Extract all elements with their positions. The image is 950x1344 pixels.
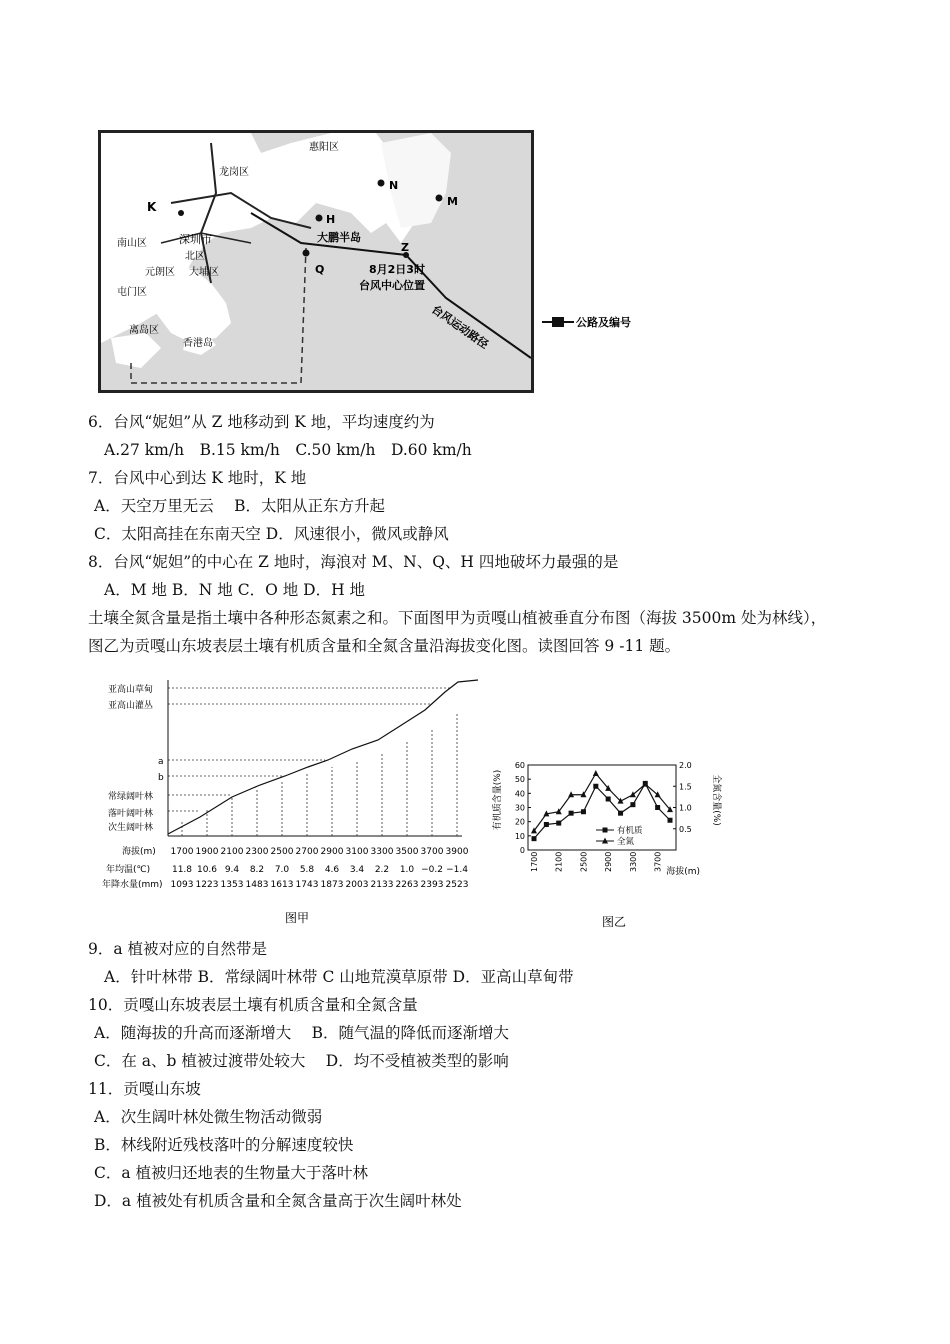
precip-value: 2003	[345, 880, 369, 890]
altitude-tick: 1900	[195, 847, 219, 857]
temp-row-label: 年均温(℃)	[106, 865, 151, 875]
q6-stem: 6．台风“妮妲”从 Z 地移动到 K 地，平均速度约为	[88, 413, 435, 431]
temp-value: 3.4	[349, 865, 365, 875]
point-M	[436, 195, 443, 202]
temp-value: 9.4	[224, 865, 240, 875]
precip-row-label: 年降水量(mm)	[102, 880, 163, 890]
altitude-tick: 3500	[395, 847, 419, 857]
label-luohu: 北区	[185, 251, 205, 262]
veg-label: 次生阔叶林	[108, 823, 154, 833]
mainland-shape	[101, 133, 421, 343]
data-point	[569, 811, 574, 816]
data-point	[655, 791, 661, 797]
plot-area	[515, 761, 692, 872]
veg-label: b	[158, 773, 164, 783]
legend-label: 公路及编号	[576, 316, 631, 329]
label-Z: Z	[401, 241, 409, 254]
label-M: M	[447, 195, 458, 208]
precip-value: 1873	[320, 880, 344, 890]
altitude-tick: 3700	[420, 847, 444, 857]
altitude-tick: 2300	[245, 847, 269, 857]
data-point	[630, 791, 636, 797]
data-point	[532, 836, 537, 841]
fig-a-table	[171, 847, 469, 890]
temp-value: 7.0	[274, 865, 290, 875]
label-tunmen: 屯门区	[117, 287, 147, 298]
precip-value: 1223	[195, 880, 219, 890]
y-axis-left-label: 有机质含量(%)	[493, 769, 503, 831]
veg-label: 亚高山灌丛	[108, 701, 154, 711]
label-K: K	[147, 200, 157, 214]
altitude-row-label: 海拔(m)	[122, 847, 156, 857]
map-drawing	[101, 133, 531, 390]
x-tick-label: 2100	[554, 851, 564, 872]
figure-b	[490, 750, 725, 939]
precip-value: 2393	[420, 880, 444, 890]
veg-label: 亚高山草甸	[108, 685, 154, 695]
data-point	[618, 811, 623, 816]
lantau-island	[111, 333, 161, 368]
q10-options-cd: C．在 a、b 植被过渡带处较大 D．均不受植被类型的影响	[94, 1052, 509, 1070]
veg-guides	[168, 688, 450, 811]
precip-value: 1483	[245, 880, 269, 890]
temp-value: −0.2	[421, 865, 443, 875]
q11-stem: 11．贡嘎山东坡	[88, 1080, 201, 1098]
data-point	[593, 784, 598, 789]
intro-line1: 土壤全氮含量是指土壤中各种形态氮素之和。下面图甲为贡嘎山植被垂直分布图（海拔 3500m 处为林线），	[88, 609, 827, 627]
label-huiyang: 惠阳区	[309, 142, 339, 153]
y-axis-right-label: 全氮含量(%)	[711, 774, 721, 826]
label-Q: Q	[315, 263, 325, 276]
x-tick-label: 2500	[579, 851, 589, 872]
data-point	[606, 797, 611, 802]
y-left-tick-label: 40	[514, 789, 525, 799]
point-K	[178, 210, 184, 216]
precip-value: 2133	[370, 880, 394, 890]
data-point	[668, 818, 673, 823]
x-tick-label: 3300	[628, 851, 638, 872]
intro-line2: 图乙为贡嘎山东坡表层土壤有机质含量和全氮含量沿海拔变化图。读图回答 9 -11 题。	[88, 637, 681, 655]
data-point	[593, 770, 599, 776]
label-N: N	[389, 179, 399, 192]
q9-options: A．针叶林带 B．常绿阔叶林带 C 山地荒漠草原带 D．亚高山草甸带	[104, 968, 574, 986]
temp-value: 5.8	[299, 865, 315, 875]
temp-value: 2.2	[374, 865, 390, 875]
series-line-全氮	[534, 774, 670, 831]
precip-value: 1743	[295, 880, 319, 890]
y-left-tick-label: 10	[514, 831, 525, 841]
altitude-tick: 3900	[445, 847, 469, 857]
altitude-tick: 3100	[345, 847, 369, 857]
hk-land	[156, 268, 231, 343]
temp-value: −1.4	[446, 865, 468, 875]
map-legend	[540, 312, 650, 336]
precip-value: 1093	[170, 880, 194, 890]
y-right-tick-label: 0.5	[679, 824, 692, 834]
q11-option-d: D．a 植被处有机质含量和全氮含量高于次生阔叶林处	[94, 1192, 462, 1210]
y-left-tick-label: 50	[514, 775, 525, 785]
point-H	[316, 215, 323, 222]
figure-b-chart	[490, 750, 725, 935]
x-tick-label: 1700	[530, 851, 539, 872]
precip-value: 1353	[220, 880, 244, 890]
q7-options-ab: A．天空万里无云 B．太阳从正东方升起	[94, 497, 386, 515]
precip-value: 2523	[445, 880, 469, 890]
q6-options: A.27 km/h B.15 km/h C.50 km/h D.60 km/h	[104, 441, 472, 459]
figure-a-drawing	[100, 672, 485, 932]
label-liyang: 离岛区	[129, 325, 159, 336]
y-right-tick-label: 1.5	[679, 782, 692, 792]
q8-stem: 8．台风“妮妲”的中心在 Z 地时，海浪对 M、N、Q、H 四地破坏力最强的是	[88, 553, 619, 571]
temp-value: 8.2	[249, 865, 265, 875]
legend-drawing	[540, 312, 650, 332]
label-dapeng: 大鹏半岛	[317, 231, 361, 244]
legend-road-number-icon	[552, 317, 564, 327]
data-point	[581, 809, 586, 814]
point-N	[378, 180, 385, 187]
label-hongkong: 香港岛	[183, 338, 213, 349]
typhoon-map	[98, 130, 534, 393]
altitude-tick: 3300	[370, 847, 394, 857]
label-H: H	[326, 213, 336, 226]
temp-value: 10.6	[196, 865, 218, 875]
precip-value: 2263	[395, 880, 419, 890]
q11-option-b: B．林线附近残枝落叶的分解速度较快	[94, 1136, 354, 1154]
label-longgang: 龙岗区	[219, 167, 249, 178]
y-left-tick-label: 20	[514, 817, 525, 827]
legend-marker	[603, 828, 608, 833]
label-time: 8月2日3时	[369, 263, 425, 276]
label-center: 台风中心位置	[359, 279, 425, 292]
q9-stem: 9．a 植被对应的自然带是	[88, 940, 268, 958]
y-right-tick-label: 1.0	[679, 803, 692, 813]
label-yuanlang: 元朗区	[145, 267, 175, 278]
data-point	[630, 802, 635, 807]
plot-frame	[528, 765, 676, 850]
altitude-tick: 1700	[170, 847, 194, 857]
q7-options-cd: C．太阳高挂在东南天空 D．风速很小，微风或静风	[94, 525, 449, 543]
label-shenzhen: 深圳市	[179, 233, 212, 246]
figure-b-caption: 图乙	[602, 915, 627, 929]
q11-option-a: A．次生阔叶林处微生物活动微弱	[94, 1108, 323, 1126]
x-tick-label: 2900	[604, 851, 614, 872]
legend-label: 全氮	[617, 837, 635, 847]
label-track: 台风运动路径	[429, 302, 491, 352]
altitude-tick: 2900	[320, 847, 344, 857]
y-left-tick-label: 60	[514, 761, 525, 770]
y-left-tick-label: 30	[514, 803, 525, 813]
altitude-tick: 2500	[270, 847, 294, 857]
precip-value: 1613	[270, 880, 294, 890]
veg-label: 常绿阔叶林	[108, 792, 154, 802]
q7-stem: 7．台风中心到达 K 地时，K 地	[88, 469, 307, 487]
altitude-guides	[182, 712, 457, 836]
label-nanshan: 南山区	[117, 238, 147, 249]
q8-options: A．M 地 B．N 地 C．O 地 D．H 地	[104, 581, 366, 599]
point-Q	[303, 250, 310, 257]
temp-value: 11.8	[171, 865, 193, 875]
altitude-tick: 2100	[220, 847, 244, 857]
x-axis-label: 海拔(m)	[666, 867, 700, 877]
y-right-tick-label: 2.0	[679, 761, 692, 770]
temp-value: 4.6	[324, 865, 340, 875]
q11-option-c: C．a 植被归还地表的生物量大于落叶林	[94, 1164, 369, 1182]
temp-value: 1.0	[399, 865, 415, 875]
label-dapu: 大埔区	[189, 267, 219, 278]
x-tick-label: 3700	[653, 851, 663, 872]
figure-a-caption: 图甲	[285, 911, 310, 925]
altitude-tick: 2700	[295, 847, 319, 857]
y-left-tick-label: 0	[519, 846, 525, 855]
data-point	[655, 805, 660, 810]
q10-options-ab: A．随海拔的升高而逐渐增大 B．随气温的降低而逐渐增大	[94, 1024, 510, 1042]
veg-label: 落叶阔叶林	[108, 809, 154, 819]
q10-stem: 10．贡嘎山东坡表层土壤有机质含量和全氮含量	[88, 996, 418, 1014]
data-point	[544, 822, 549, 827]
data-point	[556, 821, 561, 826]
legend-label: 有机质	[617, 826, 643, 836]
figure-a	[100, 672, 485, 936]
mountain-profile	[168, 680, 478, 834]
veg-label: a	[158, 757, 164, 767]
